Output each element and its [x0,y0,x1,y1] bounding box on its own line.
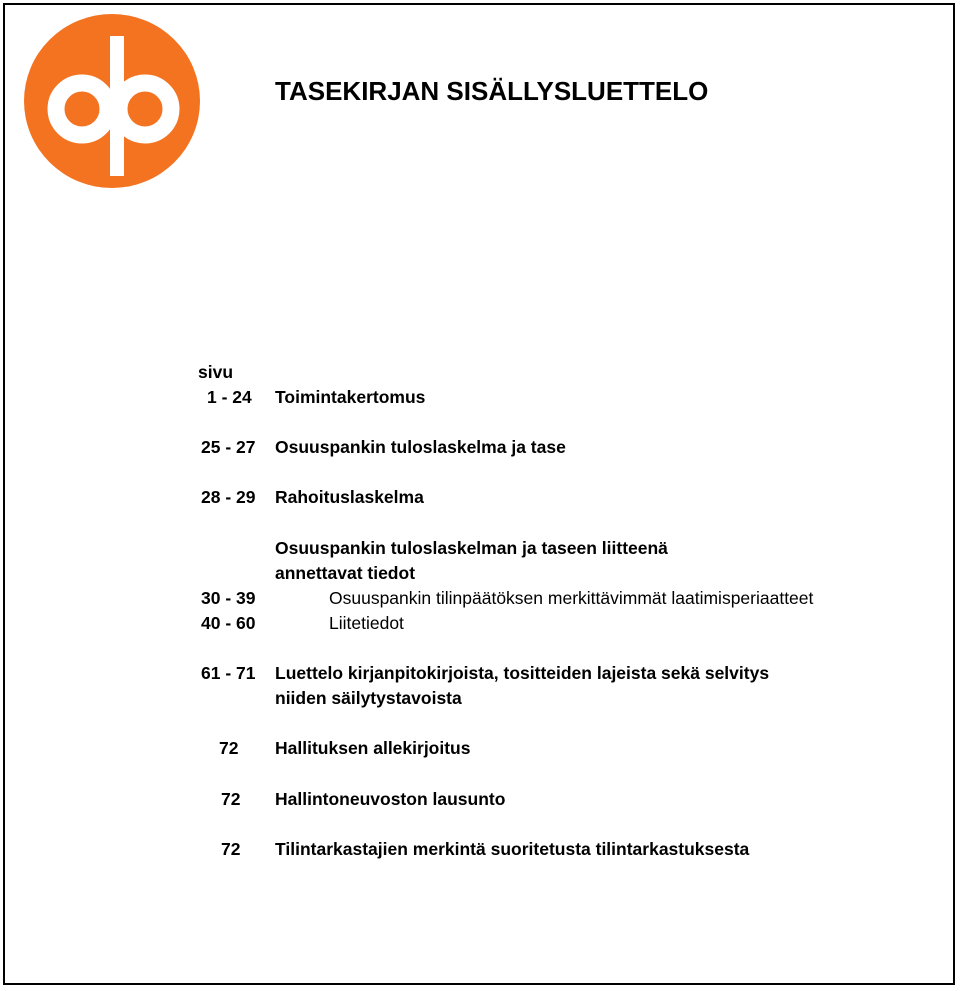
toc-subentry-title: Liitetiedot [329,613,404,633]
op-logo-icon [24,14,200,188]
toc-page-range: 25 - 27 [201,437,256,457]
toc-page-range: 72 [221,789,241,809]
toc-entry-title: niiden säilytystavoista [275,688,462,708]
page-title: TASEKIRJAN SISÄLLYSLUETTELO [275,76,709,106]
toc-entry-title: Osuuspankin tuloslaskelma ja tase [275,437,566,457]
toc-page-range: 40 - 60 [201,613,256,633]
toc-page-range: 28 - 29 [201,487,256,507]
toc-entry-title: Rahoituslaskelma [275,487,424,507]
toc-page-range: 61 - 71 [201,663,256,683]
toc-entry-title: Hallituksen allekirjoitus [275,738,471,758]
toc-subentry-title: Osuuspankin tilinpäätöksen merkittävimmät laatimisperiaatteet [329,588,814,608]
toc-page-range: 1 - 24 [207,387,252,407]
toc-entry-title: Tilintarkastajien merkintä suoritetusta tilintarkastuksesta [275,839,750,859]
toc-entry-title: Toimintakertomus [275,387,426,407]
toc-entry-title: Luettelo kirjanpitokirjoista, tositteiden lajeista sekä selvitys [275,663,770,683]
toc-page-range: 72 [219,738,239,758]
toc-page-range: 72 [221,839,241,859]
toc-page-range: 30 - 39 [201,588,256,608]
toc-section-title: annettavat tiedot [275,563,416,583]
toc-entry-title: Hallintoneuvoston lausunto [275,789,506,809]
page-column-header: sivu [198,362,234,382]
toc-section-title: Osuuspankin tuloslaskelman ja taseen liitteenä [275,538,668,558]
